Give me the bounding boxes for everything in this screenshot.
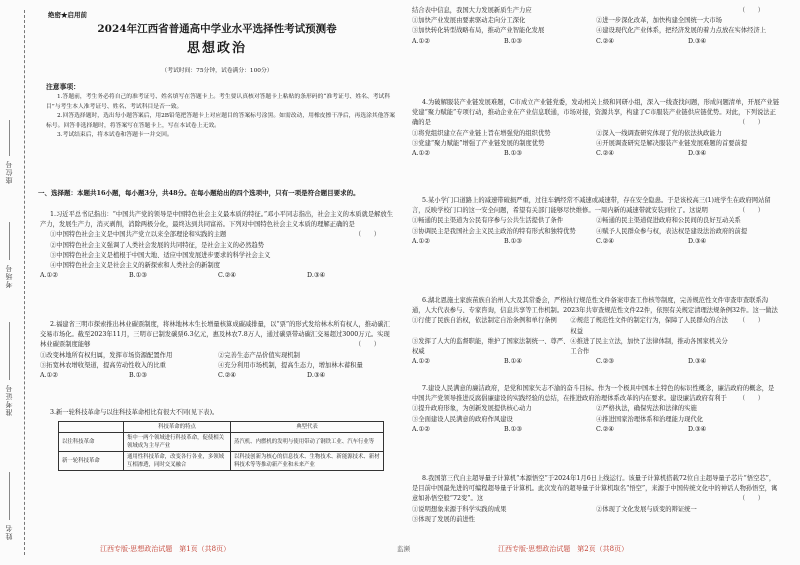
exam-title: 2024年江西省普通高中学业水平选择性考试预测卷 xyxy=(97,23,337,35)
ticket-number-label: 准考证号 xyxy=(5,384,13,416)
choice-d: D.③④ xyxy=(688,425,707,433)
table-header: 科技革命的特点 xyxy=(124,422,231,433)
answer-paren: （ ） xyxy=(738,317,764,325)
answer-paren: （ ） xyxy=(738,7,764,14)
option-line: ④推进了民主立法，加快了法律体制，推动各国家机关分工合作 xyxy=(570,337,728,356)
option-line: ④中国特色社会主义是社会主义的新探索和人类社会的新制度 xyxy=(50,262,221,270)
choice-c: C.②④ xyxy=(596,150,614,158)
option-line: ②中国特色社会主义强调了人类社会发展的共同特征，是社会主义的必然趋势 xyxy=(50,241,265,249)
tech-revolution-table xyxy=(58,421,384,471)
answer-choices xyxy=(412,357,780,367)
answer-choices xyxy=(40,371,396,381)
question-stem: 8.我国第三代自主超导量子计算机“本源悟空”于2024年1月6日上线运行。该量子计算机搭载72位自主超导量子芯片“悟空芯”，是目前中国最先进的可编程超导量子计算机。此次发布的超导量子计算机取名“悟空”，来源于中国传统文化中的神话人物孙悟空，寓意如孙悟空般“72变”。这 （ ） xyxy=(412,474,780,505)
option-line: ③协调民主是我国社会主义民主政治的特有形式和独特优势 xyxy=(412,227,576,235)
question-stem: 1.习近平总书记指出：“中国共产党的领导是中国特色社会主义最本质的特征。”邓小平同志指出，社会主义的本质就是解放生产力，发展生产力，消灭剥削，消除两极分化，最终达到共同富裕。下列对中国特色社会主义本质的理解正确的是 （ ） xyxy=(40,210,396,230)
question-stem: 7.建设人民满意的廉洁政府，是党和国家矢志不渝的奋斗目标。作为一个极具中国本土特色的标识性概念，廉洁政府的概念，是中国共产党领导推进反腐倡廉建设的实践经验的总结，在推进政府治理体系改革的内在要求。建设廉洁政府有利于 （ ） xyxy=(412,384,780,404)
question-1 xyxy=(40,210,396,281)
choice-c: C.②④ xyxy=(596,37,614,45)
choice-c: C.②③ xyxy=(596,358,614,366)
exam-room-label: 考场号 xyxy=(5,264,13,288)
choice-b: B.①③ xyxy=(504,37,522,45)
table-cell: 以科技创新为核心的信息技术、生物技术、新能源技术、新材料技术等等推动新产业和未来产业 xyxy=(231,452,384,471)
choice-c: C.②④ xyxy=(596,237,614,245)
choice-b: B.①④ xyxy=(504,358,522,366)
subject-title: 思想政治 xyxy=(186,41,247,56)
choice-d: D.③④ xyxy=(688,358,707,366)
secret-mark: 绝密★启用前 xyxy=(48,11,87,19)
name-label: 姓名 xyxy=(5,524,13,540)
seat-number-label: 座位号 xyxy=(5,160,13,184)
page-2-footer: 江西专版·思想政治试题 第2页（共8页） xyxy=(498,545,629,553)
option-line: ④赋予人民群众参与权，表达权是建设法治政府的前提 xyxy=(596,227,748,235)
option-line: ①中国特色社会主义是中国共产党立以来全部理论和实践的主题 xyxy=(50,231,227,239)
table-header-row xyxy=(59,422,384,433)
option-line: ①说明想象来源于科学实践的成果 xyxy=(412,505,507,513)
note-item: 1.答题前，考生务必将自己的准考证号、姓名填写在答题卡上。考生要认真核对答题卡上粘贴的条形码的“准考证号、姓名、考试科目”与考生本人准考证号、姓名、考试科目是否一致。 xyxy=(46,94,391,110)
answer-choices xyxy=(40,271,396,281)
question-8 xyxy=(412,474,780,525)
question-stem: 6.湖北恩施土家族苗族自治州人大及其常委会，严格执行规范性文件备案审查工作核等制度，完善规范性文件审查审查联系沟通，人大代表参与、专家咨询，信息共享等工作机制。2023年共审查规范性文件22件，依照有关规定清理法规条例32件。这一做法 （ ） xyxy=(412,296,780,316)
choice-d: D.③④ xyxy=(307,372,326,380)
cut-line xyxy=(24,10,25,555)
option-line: ③拓宽林农增收渠道，提高劳动性收入的比重 xyxy=(40,361,166,369)
question-stem: 2.福建省三明市探索推出林业碳票制度，将林地林木生长增量核算成碳减排量，以“票”的形式发给林木所有权人，推动碳汇交易市场化。截至2023年11月，三明市已制发碳票6.3亿元，惠及林农7.8万人，通过碳票带动碳汇交易超过3000万元。实现林业碳票制度能够 （ ） xyxy=(40,320,396,351)
option-grid xyxy=(412,505,780,525)
note-item: 2.回答选择题时，选出每小题答案后，用2B铅笔把答题卡上对应题目的答案标号涂黑。如需改动，用橡皮擦干净后，再选涂其他答案标号。回答非选择题时，将答案写在答题卡上，写在本试卷上无效。 xyxy=(46,113,396,129)
note-item: 3.考试结束后，将本试卷和答题卡一并交回。 xyxy=(57,132,173,139)
binding-strip xyxy=(0,0,32,565)
option-line: ④推进国家治理体系和治理能力现代化 xyxy=(596,415,704,423)
option-line: ①改变林地所有权归属，发挥市场资源配置作用 xyxy=(40,351,173,359)
question-2 xyxy=(40,320,396,381)
table-row xyxy=(59,452,384,471)
option-grid xyxy=(412,16,780,36)
choice-a: A.①② xyxy=(412,37,430,45)
exam-meta: （考试时间：75分钟，试卷满分：100分） xyxy=(161,68,273,74)
answer-paren: （ ） xyxy=(738,119,764,127)
question-stem: 5.某小学门口道路上的减速带破损严重，过往车辆经常不减速或减速带，存在安全隐患。于是该校高三(1)班学生在政府网站留言，反映学校门口的这一安全问题，希望有关部门能够尽快维修。一周内新的减速带就安装到位了。这说明 （ ） xyxy=(412,196,780,216)
choice-a: A.①② xyxy=(412,150,430,158)
choice-d: D.③④ xyxy=(688,237,707,245)
choice-a: A.①② xyxy=(40,272,58,280)
table-row xyxy=(59,433,384,452)
answer-paren: （ ） xyxy=(354,231,380,239)
option-line: ④充分利用市场机制，提高生态力，增加林木蓄积量 xyxy=(218,361,363,369)
option-line: ①行使了民族自治权，依法制定自治条例和单行条例 xyxy=(412,317,557,325)
question-3 xyxy=(40,408,396,418)
choice-a: A.①② xyxy=(412,237,430,245)
option-line: ②体现了文化发展与质变的辩证统一 xyxy=(596,505,697,513)
answer-paren: （ ） xyxy=(738,207,764,215)
option-line: ①畅通的民主渠道为公民有序参与公共生活提供了条件 xyxy=(412,217,564,225)
answer-choices xyxy=(412,425,780,435)
option-line: ①加快产业发展由要素驱动走向分工深化 xyxy=(412,17,526,25)
name-line xyxy=(9,472,10,520)
choice-b: B.①③ xyxy=(129,272,147,280)
choice-c: C.②④ xyxy=(218,272,236,280)
choice-d: D.③④ xyxy=(307,272,326,280)
choice-d: D.③④ xyxy=(688,37,707,45)
choice-d: D.③④ xyxy=(688,150,707,158)
option-grid xyxy=(412,129,780,149)
choice-a: A.①② xyxy=(412,425,430,433)
question-3-continued xyxy=(412,6,780,47)
question-7 xyxy=(412,384,780,435)
question-4 xyxy=(412,98,780,159)
table-cell: 集中一两个领域进行科技革命，促使相关领域成为主导产业 xyxy=(124,433,231,452)
notes-list xyxy=(46,93,396,141)
table-cell: 蒸汽机、内燃机的发明与使用带动了钢铁工业、汽车行业等 xyxy=(231,433,384,452)
table-header: 典型代表 xyxy=(231,422,384,433)
choice-b: B.①③ xyxy=(504,150,522,158)
option-line: ②规范了规范性文件的制定行为，保障了人民群众的合法权益 xyxy=(570,317,728,335)
answer-choices xyxy=(412,149,780,159)
option-line: ③全面建设人民满意的政府作风建设 xyxy=(412,415,513,423)
option-line: ③加快转化转型战略布局，推动产业智能化发展 xyxy=(412,27,545,35)
option-line: ④开展调查研究是解决服装产业链发展难题的首要前提 xyxy=(596,139,748,147)
option-line: ②进一步深化改革，加快构建全国统一大市场 xyxy=(596,17,722,25)
page-1 xyxy=(36,0,398,565)
section-heading: 一、选择题：本题共16小题，每小题3分，共48分。在每小题给出的四个选项中，只有一项是符合题目要求的。 xyxy=(38,189,360,197)
middle-label: 监濒 xyxy=(397,545,410,553)
answer-paren: （ ） xyxy=(354,341,380,349)
question-stem: 结合表中信息，我国大力发展新质生产力应 （ ） xyxy=(412,6,780,16)
option-grid xyxy=(412,404,780,424)
option-line: ③中国特色社会主义是植根于中国大地、适应中国发展进步要求的科学社会主义 xyxy=(50,251,271,259)
option-line: ②畅通的民主渠道促进政府和公民间的良好互动关系 xyxy=(596,217,741,225)
choice-a: A.①② xyxy=(40,372,58,380)
page-2 xyxy=(412,0,782,565)
table-cell: 通用性科技革命，改变各行各业，多领域互相渗透，同时交叉融合 xyxy=(124,452,231,471)
option-line: ③体现了发展的前进性 xyxy=(412,515,475,523)
answer-choices xyxy=(412,37,780,47)
choice-b: B.①③ xyxy=(129,372,147,380)
option-line: ①将党组织建立在产业链上旨在增强党的组织优势 xyxy=(412,129,551,137)
exam-room-line xyxy=(9,222,10,260)
option-line: ③党建“聚力赋能”增强了产业链发展的制度优势 xyxy=(412,139,545,147)
question-stem: 3.新一轮科技革命与以往科技革命相比有很大不同(见下表)。 xyxy=(50,409,219,416)
option-grid xyxy=(412,316,729,357)
choice-b: B.①③ xyxy=(504,425,522,433)
question-6 xyxy=(412,296,780,367)
question-stem: 4.为破解服装产业链发展难题，C市成立产业链党委，发动相关上级和同研小组，深入一线查找问题，形成问题清单，开展产业链党建“聚力赋能”专项行动，推动企业在产业信息联通，市场对接，资源共享，构建了C市服装产业链供应链优势。对此，下列说法正确的是 （ ） xyxy=(412,98,780,129)
choice-c: C.②④ xyxy=(596,425,614,433)
choice-c: C.②④ xyxy=(218,372,236,380)
seat-number-line xyxy=(9,120,10,156)
option-line: ②深入一线调查研究体现了党的依法执政能力 xyxy=(596,129,722,137)
choice-a: A.①② xyxy=(412,358,430,366)
table-cell: 新一轮科技革命 xyxy=(59,452,124,471)
option-grid xyxy=(40,351,396,371)
answer-choices xyxy=(412,237,780,247)
table-header xyxy=(59,422,124,433)
option-grid xyxy=(412,216,780,236)
option-line: ④建设现代化产业体系，把经济发展的着力点放在实体经济上 xyxy=(596,27,767,35)
option-line: ①提升政府形象，为创新发展提供核心动力 xyxy=(412,405,532,413)
notes-heading: 注意事项： xyxy=(46,83,80,91)
choice-b: B.①③ xyxy=(504,237,522,245)
table-cell: 以往科技革命 xyxy=(59,433,124,452)
option-line: ②完善生态产品价值实现机制 xyxy=(218,351,300,359)
question-5 xyxy=(412,196,780,247)
option-line: ②严格执法，确保宪法和法律的实施 xyxy=(596,405,697,413)
answer-paren: （ ） xyxy=(738,395,764,403)
answer-paren: （ ） xyxy=(738,495,764,503)
option-line: ③发挥了人大的监督职能，维护了国家法制统一、尊严、权威 xyxy=(412,337,570,356)
page-1-footer: 江西专版·思想政治试题 第1页（共8页） xyxy=(100,545,231,553)
ticket-number-line xyxy=(9,322,10,380)
